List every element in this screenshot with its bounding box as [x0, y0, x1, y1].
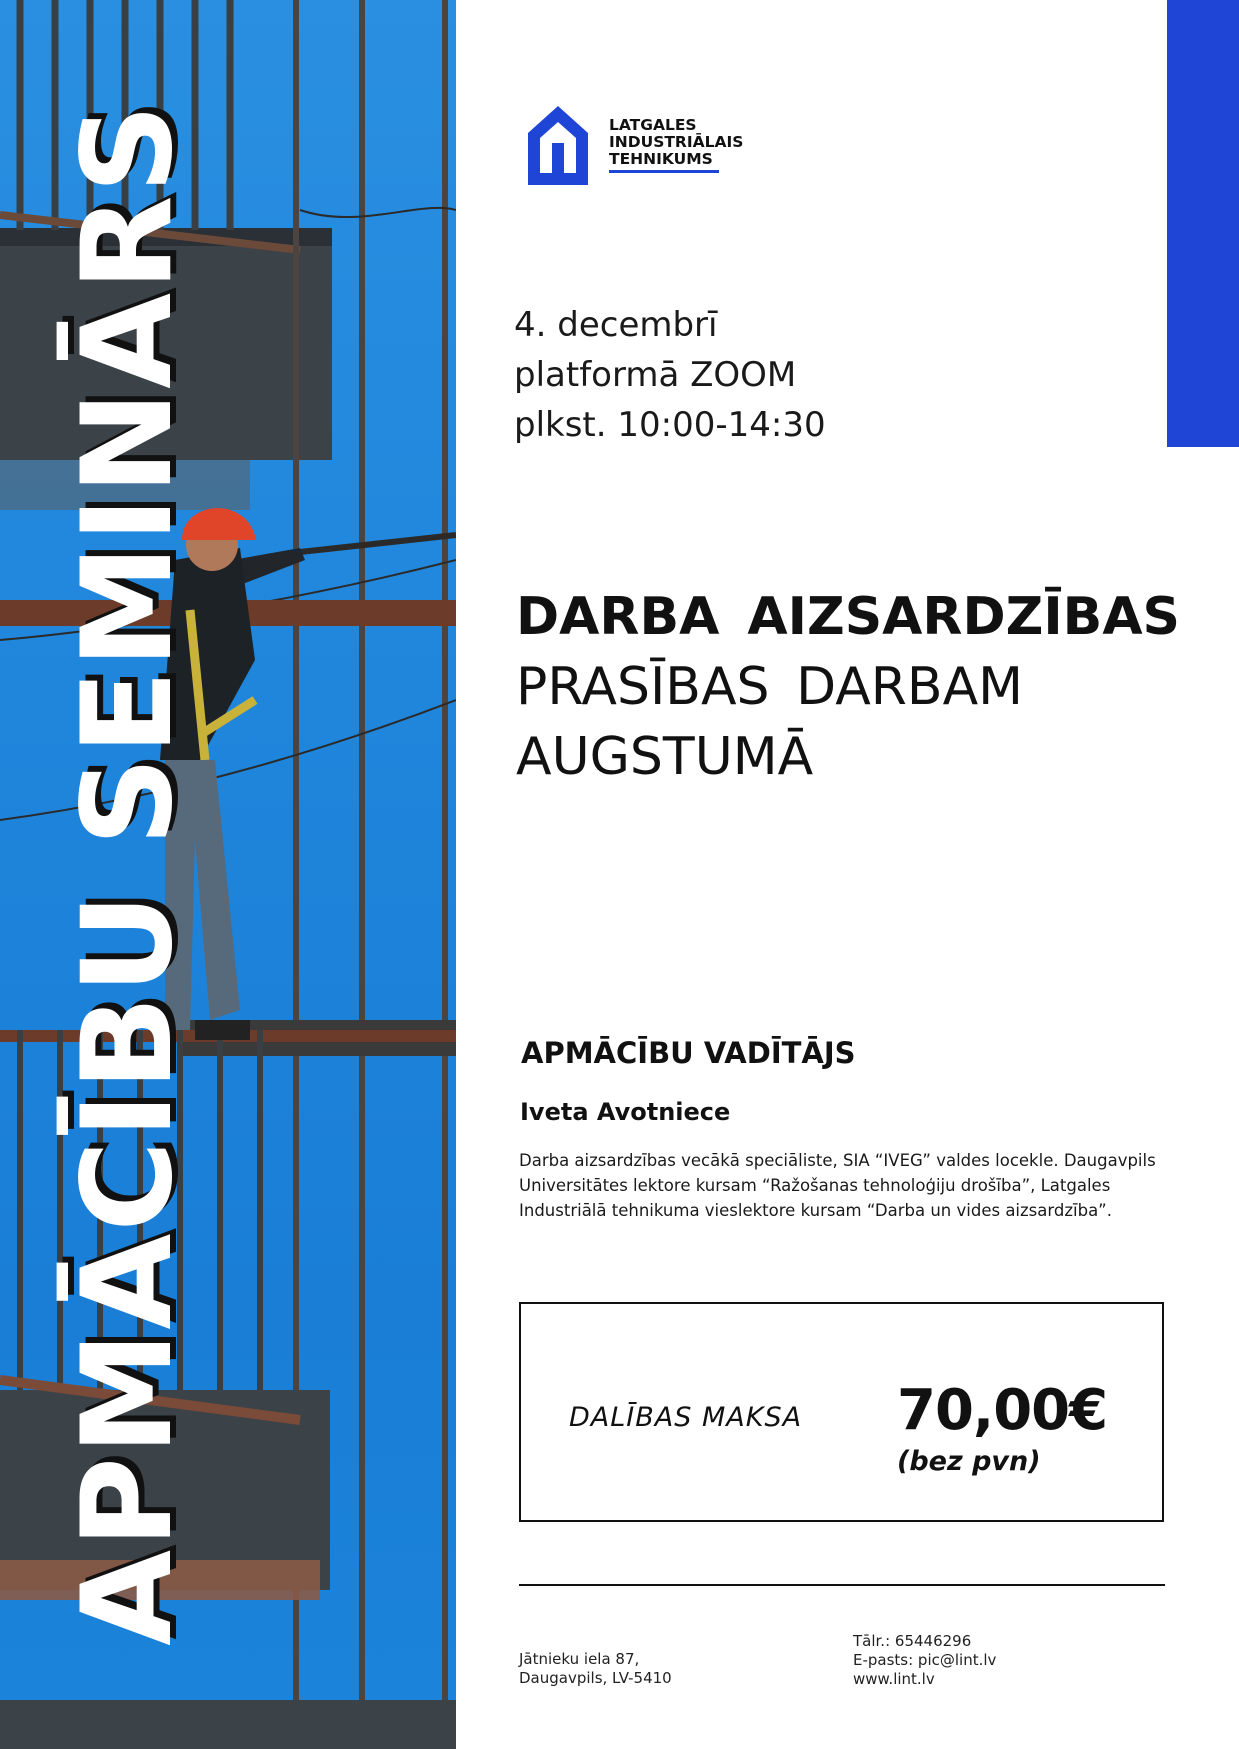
accent-bar: [1167, 0, 1239, 447]
trainer-bio-line: Darba aizsardzības vecākā speciāliste, SIA “IVEG” valdes locekle. Daugavpils: [519, 1151, 1156, 1170]
trainer-heading: APMĀCĪBU VADĪTĀJS: [521, 1036, 856, 1070]
logo-house-icon: [525, 103, 591, 187]
price-value: 70,00€: [897, 1378, 1108, 1443]
event-time: plkst. 10:00-14:30: [514, 405, 826, 445]
trainer-bio: [519, 1148, 1179, 1223]
event-info: [514, 300, 826, 450]
trainer-bio-line: Industriālā tehnikuma vieslektore kursam “Darba un vides aizsardzība”.: [519, 1201, 1112, 1220]
trainer-bio-line: Universitātes lektore kursam “Ražošanas tehnoloģiju drošība”, Latgales: [519, 1176, 1111, 1195]
trainer-name: Iveta Avotniece: [520, 1098, 731, 1126]
address-line: Jātnieku iela 87,: [519, 1650, 640, 1668]
event-date: 4. decembrī: [514, 305, 718, 345]
contact-phone: Tālr.: 65446296: [853, 1632, 972, 1650]
title-line-1: DARBA AIZSARDZĪBAS: [516, 587, 1181, 647]
event-platform: platformā ZOOM: [514, 355, 797, 395]
footer-divider: [519, 1584, 1165, 1586]
cover-photo: [0, 0, 456, 1749]
footer-contacts: [853, 1632, 996, 1689]
price-label: DALĪBAS MAKSA: [569, 1402, 803, 1433]
price-note: (bez pvn): [897, 1446, 1041, 1477]
vertical-title: APMĀCĪBU SEMINĀRS: [56, 102, 200, 1646]
contact-email: E-pasts: pic@lint.lv: [853, 1651, 997, 1669]
logo-line: TEHNIKUMS: [609, 150, 713, 168]
footer-address: [519, 1650, 672, 1688]
price-box: [519, 1302, 1164, 1522]
title-line-2: PRASĪBAS DARBAM: [516, 657, 1024, 717]
logo: [525, 103, 743, 187]
logo-underline: [609, 170, 719, 173]
title-line-3: AUGSTUMĀ: [516, 727, 814, 787]
address-line: Daugavpils, LV-5410: [519, 1669, 672, 1687]
seminar-title: [516, 582, 1180, 792]
logo-line: INDUSTRIĀLAIS: [609, 133, 744, 151]
contact-web: www.lint.lv: [853, 1670, 935, 1688]
logo-text: [609, 117, 743, 173]
logo-line: LATGALES: [609, 116, 697, 134]
